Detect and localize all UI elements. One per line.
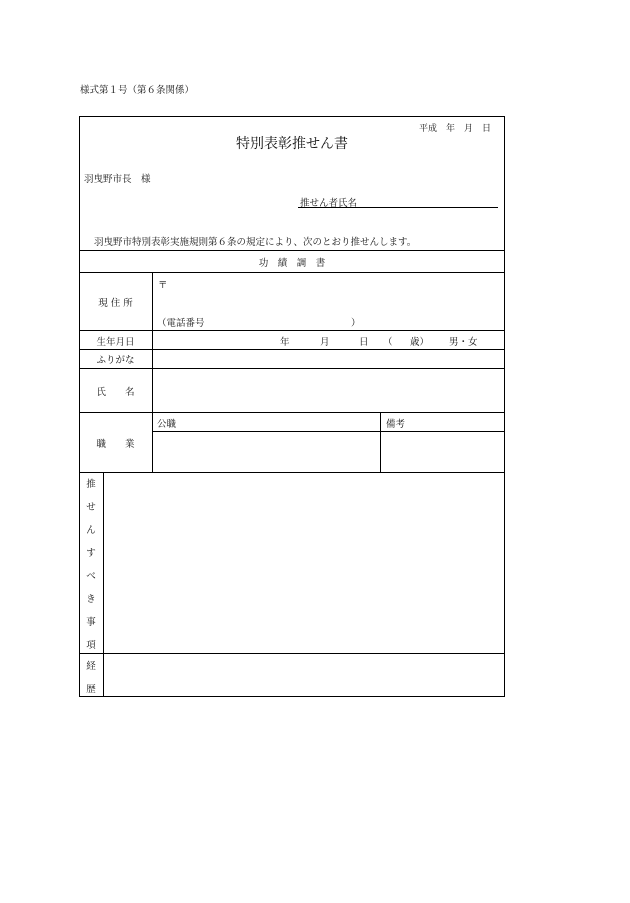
day-label: 日 [359, 337, 369, 348]
name-label: 氏 名 [96, 387, 135, 398]
public-office-label: 公職 [157, 419, 177, 430]
month-label: 月 [320, 337, 330, 348]
phone-open: （電話番号 [157, 318, 205, 329]
remarks-label: 備考 [386, 419, 406, 430]
birthdate-label: 生年月日 [96, 337, 135, 348]
recommendation-char: 事 [86, 617, 96, 628]
form-number: 様式第１号（第６条関係） [80, 85, 195, 96]
year-label: 年 [280, 337, 290, 348]
recommender-label: 推せん者氏名 [300, 198, 358, 209]
age-open: （ [383, 337, 393, 348]
gender-options: 男・女 [449, 337, 478, 348]
recommendation-char: せ [86, 502, 96, 513]
recommendation-char: す [86, 548, 96, 559]
recommendation-char: べ [86, 571, 96, 582]
history-char: 歴 [86, 684, 96, 695]
record-heading: 功 績 調 書 [258, 258, 326, 269]
recommendation-char: ん [86, 525, 96, 536]
form-title: 特別表彰推せん書 [236, 136, 348, 152]
addressee: 羽曳野市長 様 [84, 174, 151, 185]
date-line: 平成 年 月 日 [419, 124, 492, 134]
age-label: 歳） [410, 337, 430, 348]
address-label: 現 住 所 [98, 298, 133, 309]
history-char: 経 [86, 661, 96, 672]
occupation-label: 職 業 [96, 439, 135, 450]
recommendation-char: 推 [86, 479, 96, 490]
statement-text: 羽曳野市特別表彰実施規則第６条の規定により、次のとおり推せんします。 [94, 237, 417, 248]
postal-mark: 〒 [158, 280, 168, 291]
recommendation-char: 項 [86, 640, 96, 651]
phone-close: ） [351, 318, 361, 329]
recommendation-char: き [86, 594, 96, 605]
furigana-label: ふりがな [96, 355, 135, 366]
